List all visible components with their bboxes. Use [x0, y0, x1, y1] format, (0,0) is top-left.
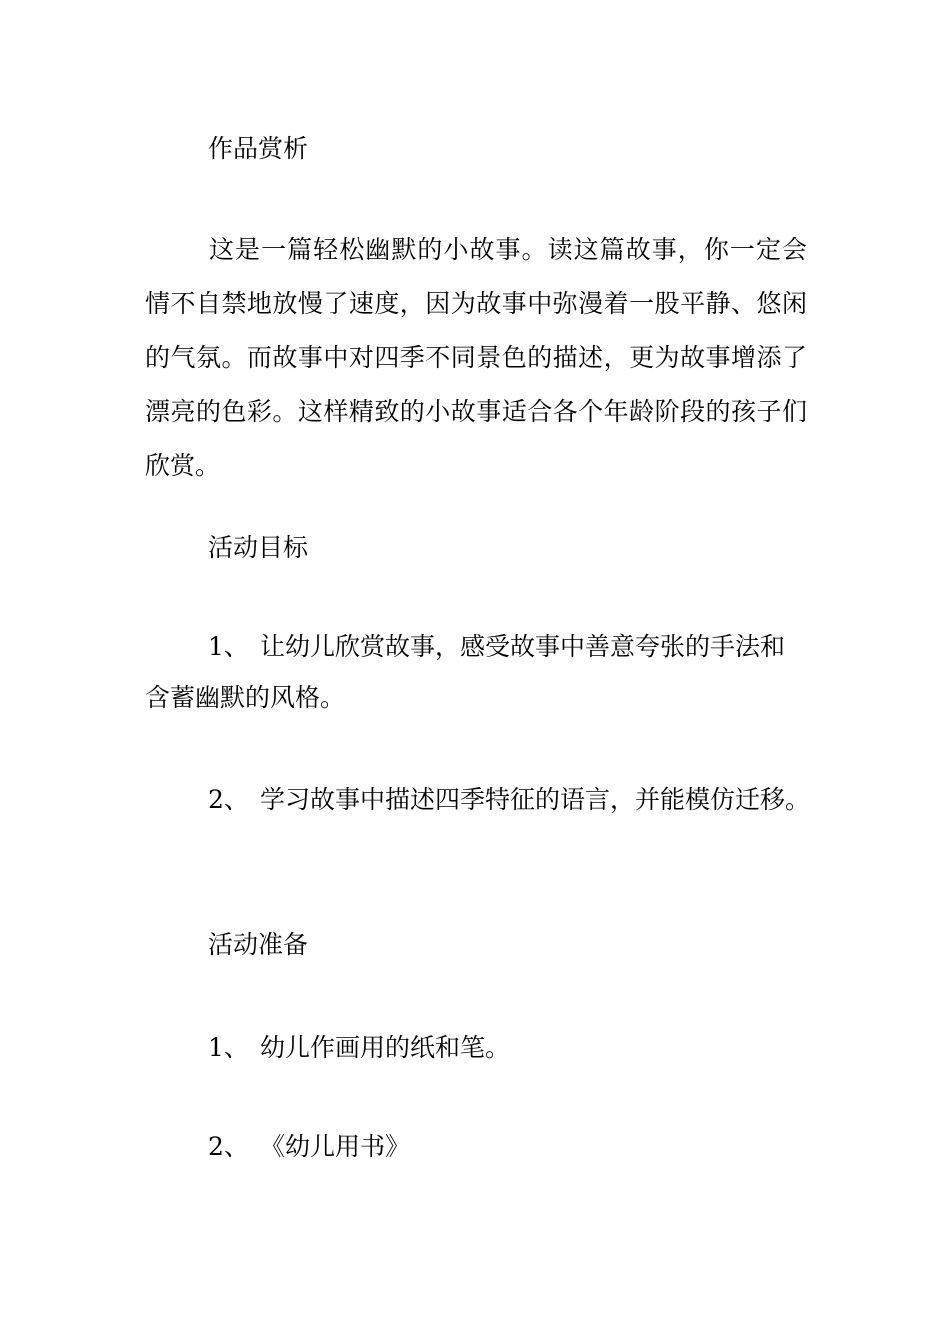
goal-1-text-line2: 含蓄幽默的风格。 [145, 683, 346, 712]
prep-1-number: 1、 [208, 1033, 249, 1062]
goal-2-number: 2、 [208, 785, 249, 814]
goal-1-text-line1: 让幼儿欣赏故事，感受故事中善意夸张的手法和 [260, 632, 786, 661]
prep-heading: 活动准备 [208, 930, 309, 959]
goals-heading: 活动目标 [208, 533, 309, 562]
prep-item-1 [208, 1033, 510, 1063]
goal-1-number: 1、 [208, 632, 249, 661]
prep-item-2 [208, 1132, 410, 1162]
appreciation-paragraph: 这是一篇轻松幽默的小故事。读这篇故事，你一定会情不自禁地放慢了速度，因为故事中弥漫着一股平静、悠闲的气氛。而故事中对四季不同景色的描述，更为故事增添了漂亮的色彩。这样精致的小故事适合各个年龄阶段的孩子们欣赏。 [145, 235, 807, 480]
prep-2-text: 《幼儿用书》 [260, 1132, 411, 1161]
goal-item-2 [208, 785, 810, 815]
goal-2-text: 学习故事中描述四季特征的语言，并能模仿迁移。 [260, 785, 811, 814]
prep-2-number: 2、 [208, 1132, 249, 1161]
appreciation-heading: 作品赏析 [208, 134, 309, 163]
prep-1-text: 幼儿作画用的纸和笔。 [260, 1033, 511, 1062]
goal-item-1 [208, 632, 785, 662]
